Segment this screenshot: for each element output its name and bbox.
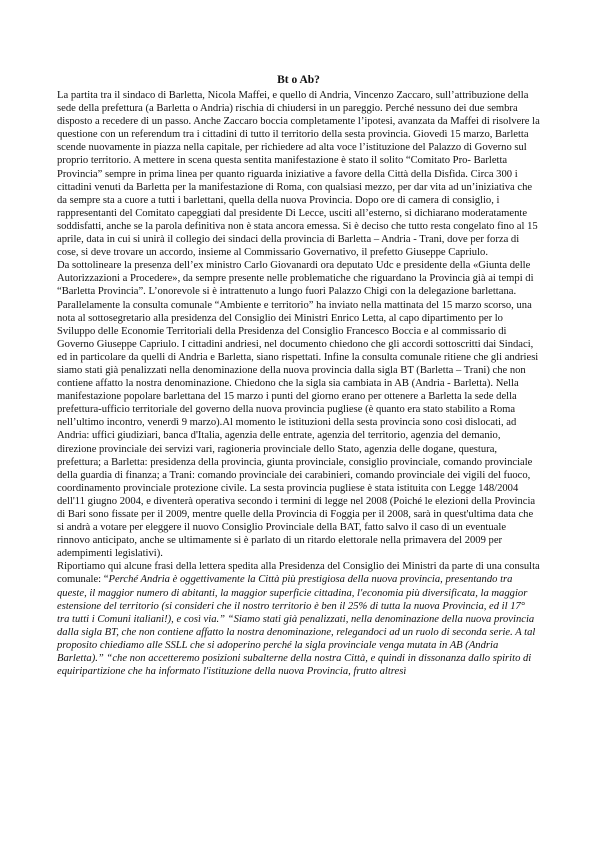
paragraph-3-quote: Perché Andria è oggettivamente la Città più prestigiosa della nuova provincia, presentando tra queste, il maggior numero di abitanti, la maggior superficie cittadina, l'economia più diversificata, la maggior estensione del territorio (si consideri che il nostro territorio è ben il 25% di tutta la nuova Provincia, ed il 17° tra tutti i Comuni italiani!), e così via.” “Siamo stati già penalizzati, nella denominazione della nuova provincia dalla sigla BT, che non contiene affatto la nostra denominazione, relegandoci ad un ruolo di seconda serie. A tal proposito chiediamo alle SSLL che si adoperino perché la sigla provinciale venga mutata in AB (Andria Barletta).” “che non accetteremo posizioni subalterne della nostra Città, e quindi in dissonanza dallo spirito di equiripartizione che ha informato l'istituzione della nuova Provincia, frutto altresì (57, 574, 536, 678)
paragraph-2: Da sottolineare la presenza dell’ex ministro Carlo Giovanardi ora deputato Udc e presidente della «Giunta delle Autorizzazioni a Procedere», da sempre presente nelle problematiche che riguardano la Provincia già ai tempi di “Barletta Provincia”. L’onorevole si è intrattenuto a lungo fuori Palazzo Chigi con la delegazione barlettana. Parallelamente la consulta comunale “Ambiente e territorio” ha inviato nella mattinata del 15 marzo scorso, una nota al sottosegretario alla presidenza del Consiglio dei Ministri Enrico Letta, al capo dipartimento per lo Sviluppo delle Economie Territoriali della Presidenza del Consiglio Francesco Boccia e al commissario di Governo Giuseppe Capriulo. I cittadini andriesi, nel documento chiedono che gli accordi sottoscritti dai Sindaci, ed in particolare da quelli di Andria e Barletta, siano rispettati. Infine la consulta comunale ritiene che gli andriesi siamo stati già penalizzati nella denominazione della nuova provincia dalla sigla BT (Barletta – Trani) che non contiene affatto la nostra denominazione. Chiedono che la sigla sia cambiata in AB (Andria - Barletta). Nella manifestazione popolare barlettana del 15 marzo i punti del giorno erano per ottenere a Barletta la sede della prefettura-ufficio territoriale del governo della nuova provincia pugliese (è quanto era stato stabilito a Roma nell’ultimo incontro, venerdì 9 marzo).Al momento le istituzioni della sesta provincia sono così dislocati, ad Andria: uffici giudiziari, banca d'Italia, agenzia delle entrate, agenzia del territorio, agenzia del demanio, direzione provinciale dei servizi vari, ragioneria provinciale dello Stato, agenzia delle dogane, questura, prefettura; a Barletta: presidenza della provincia, giunta provinciale, consiglio provinciale, comando provinciale della guardia di finanza; a Trani: comando provinciale dei carabinieri, comando provinciale dei vigili del fuoco, coordinamento provinciale protezione civile. La sesta provincia pugliese è stata istituita con Legge 148/2004 dell'11 giugno 2004, e diventerà operativa secondo i termini di legge nel 2008 (Poiché le elezioni della Provincia di Bari sono fissate per il 2009, mentre quelle della Provincia di Foggia per il 2008, sarà in quest'ultima data che si andrà a votare per eleggere il nuovo Consiglio Provinciale della BAT, fatto salvo il caso di un eventuale rinnovo anticipato, anche se ultimamente si è parlato di un ritardo elettorale nella primavera del 2009 per adempimenti legislativi). (57, 260, 539, 560)
article-body (57, 73, 540, 678)
paragraph-1: La partita tra il sindaco di Barletta, Nicola Maffei, e quello di Andria, Vincenzo Zaccaro, sull’attribuzione della sede della prefettura (a Barletta o Andria) rischia di chiudersi in un pareggio. Perché nessuno dei due sembra disposto a recedere di un passo. Anche Zaccaro boccia completamente l’ipotesi, avanzata da Maffei di risolvere la questione con un referendum tra i cittadini di tutto il territorio della sesta provincia. Giovedì 15 marzo, Barletta scende nuovamente in piazza nella capitale, per richiedere ad alta voce l’istituzione del Palazzo di Governo sul proprio territorio. A mettere in scena questa sentita manifestazione è stato il solito “Comitato Pro- Barletta Provincia” sempre in prima linea per quanto riguarda iniziative a favore della Città della Disfida. Circa 300 i cittadini venuti da Barletta per la manifestazione di Roma, con qualsiasi mezzo, per dar vita ad un’iniziativa che da sempre sta a cuore a tutti i barlettani, quella della nuova Provincia. Dopo ore di camera di consiglio, i rappresentanti del Comitato capeggiati dal presidente Di Lecce, usciti all’esterno, si dichiarano moderatamente soddisfatti, anche se la parola definitiva non è stata ancora emessa. Si è deciso che tutto resta congelato fino al 15 aprile, data in cui si unirà il collegio dei sindaci della provincia di Barletta – Andria - Trani, dove per forza di cose, si deve trovare un accordo, insieme al Commissario Governativo, il prefetto Giuseppe Capriulo. (57, 90, 540, 259)
paragraph-3-lead: Riportiamo qui alcune frasi della lettera spedita alla Presidenza del Consiglio dei Ministri da parte di una consulta comunale: “ (57, 561, 540, 586)
article-title: Bt o Ab? (277, 74, 320, 86)
paragraph-3 (57, 560, 540, 678)
